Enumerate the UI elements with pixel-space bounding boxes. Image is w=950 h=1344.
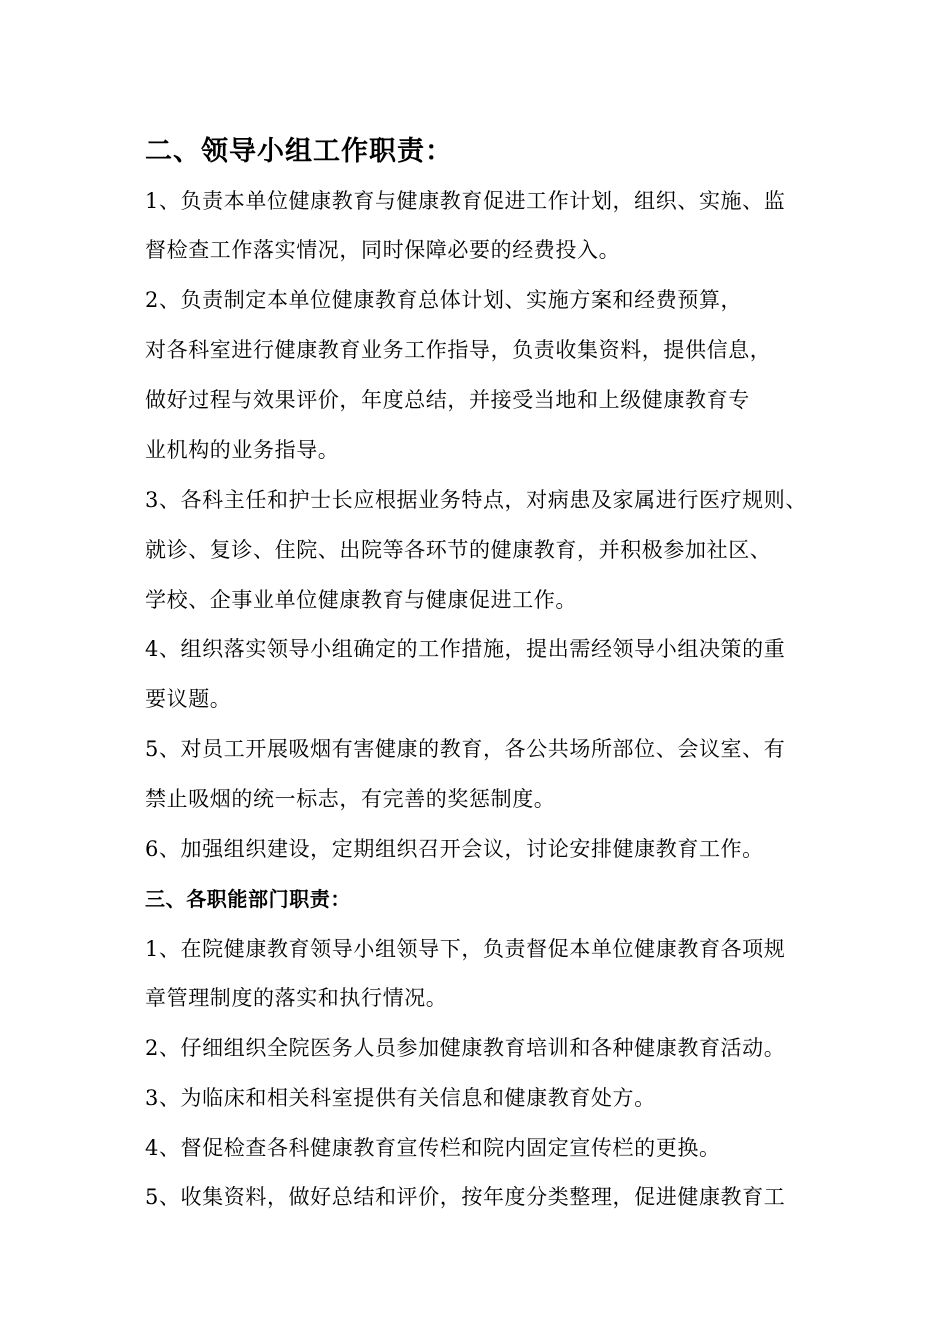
section-3-line-2: 章管理制度的落实和执行情况。 [145,986,448,1010]
section-2-line-5: 做好过程与效果评价，年度总结，并接受当地和上级健康教育专 [145,388,750,412]
section-2-line-8: 就诊、复诊、住院、出院等各环节的健康教育，并积极参加社区、 [145,538,772,562]
section-2-line-1: 1、负责本单位健康教育与健康教育促进工作计划，组织、实施、监 [145,189,786,213]
section-2-line-2: 督检查工作落实情况，同时保障必要的经费投入。 [145,238,621,262]
section-2-line-14: 6、加强组织建设，定期组织召开会议，讨论安排健康教育工作。 [145,837,764,861]
section-3-line-1: 1、在院健康教育领导小组领导下，负责督促本单位健康教育各项规 [145,937,786,961]
section-2-line-3: 2、负责制定本单位健康教育总体计划、实施方案和经费预算， [145,288,743,312]
section-2-line-6: 业机构的业务指导。 [145,438,340,462]
section-2-line-7: 3、各科主任和护士长应根据业务特点，对病患及家属进行医疗规则、 [145,488,807,512]
section-2-line-4: 对各科室进行健康教育业务工作指导，负责收集资料，提供信息， [145,338,772,362]
section-2-line-12: 5、对员工开展吸烟有害健康的教育，各公共场所部位、会议室、有 [145,737,786,761]
section-2-line-13: 禁止吸烟的统一标志，有完善的奖惩制度。 [145,787,556,811]
section-2-line-11: 要议题。 [145,687,232,711]
section-3-line-6: 5、收集资料，做好总结和评价，按年度分类整理，促进健康教育工 [145,1185,786,1209]
section-3-heading: 三、各职能部门职责： [145,887,351,911]
section-2-heading: 二、领导小组工作职责： [145,136,453,167]
section-3-line-3: 2、仔细组织全院医务人员参加健康教育培训和各种健康教育活动。 [145,1036,786,1060]
section-2-line-10: 4、组织落实领导小组确定的工作措施，提出需经领导小组决策的重 [145,637,786,661]
section-2-line-9: 学校、企事业单位健康教育与健康促进工作。 [145,588,577,612]
section-3-line-4: 3、为临床和相关科室提供有关信息和健康教育处方。 [145,1086,656,1110]
section-3-line-5: 4、督促检查各科健康教育宣传栏和院内固定宣传栏的更换。 [145,1136,721,1160]
